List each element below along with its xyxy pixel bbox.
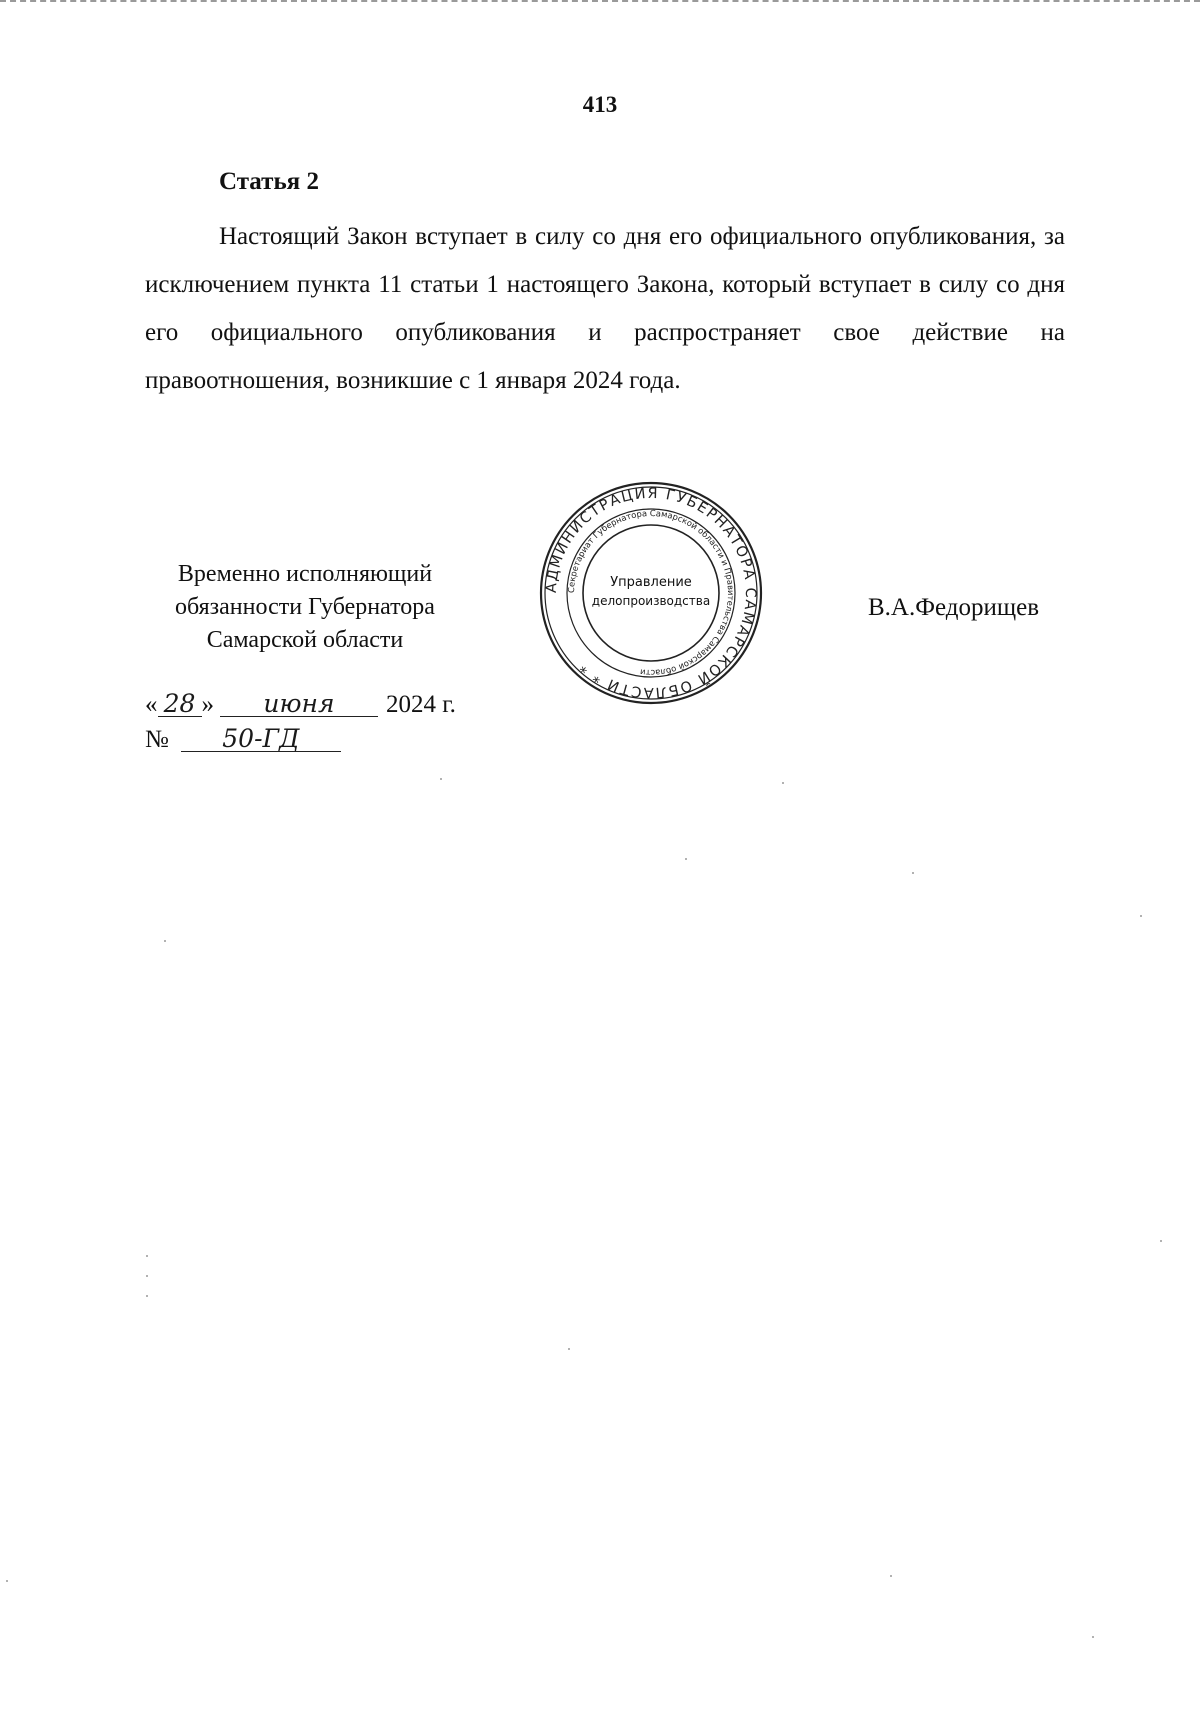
signer-title [140, 558, 470, 657]
scan-speck [164, 940, 166, 942]
scan-speck [146, 1275, 148, 1277]
signer-title-line: Временно исполняющий [177, 561, 433, 587]
signer-title-line: обязанности Губернатора [175, 594, 435, 620]
scan-speck [146, 1255, 148, 1257]
scan-speck [440, 778, 442, 780]
registration-number [145, 726, 341, 754]
seal-inner-text: Секретариат Губернатора Самарской области и Правительства Самарской области [565, 507, 737, 679]
number-value: 50-ГД [181, 727, 341, 752]
scan-speck [782, 782, 784, 784]
scan-speck [146, 1295, 148, 1297]
date-open-quote: « [145, 691, 158, 718]
date-day: 28 [158, 692, 202, 717]
scan-speck [685, 858, 687, 860]
scan-speck [1160, 1240, 1162, 1242]
seal-center-line-1: Управление [610, 575, 692, 590]
scan-speck [912, 872, 914, 874]
page-top-edge [0, 0, 1200, 4]
date-month: июня [220, 692, 378, 717]
seal-center-line-2: делопроизводства [591, 594, 711, 608]
signer-name: В.А.Федорищев [868, 594, 1039, 621]
signer-title-line: Самарской области [206, 627, 404, 653]
scan-speck [1092, 1636, 1094, 1638]
seal-outer-text: АДМИНИСТРАЦИЯ ГУБЕРНАТОРА САМАРСКОЙ ОБЛАСТИ * * [543, 485, 759, 701]
official-seal-graphic [538, 480, 764, 706]
scan-speck [890, 1575, 892, 1577]
scan-speck [1140, 915, 1142, 917]
scan-speck [6, 1580, 8, 1582]
date-close-quote: » [201, 691, 214, 718]
scan-speck [568, 1348, 570, 1350]
page-number: 413 [582, 92, 618, 117]
signing-date [145, 691, 456, 719]
number-prefix: № [145, 726, 169, 753]
official-seal [538, 480, 764, 706]
article-heading: Статья 2 [219, 168, 319, 195]
article-body: Настоящий Закон вступает в силу со дня его официального опубликования, за исключением пункта 11 статьи 1 настоящего Закона, который вступает в силу со дня его официального опубликования и распространяет свое действие на правоотношения, возникшие с 1 января 2024 года. [145, 223, 1065, 394]
date-year: 2024 г. [386, 691, 456, 718]
